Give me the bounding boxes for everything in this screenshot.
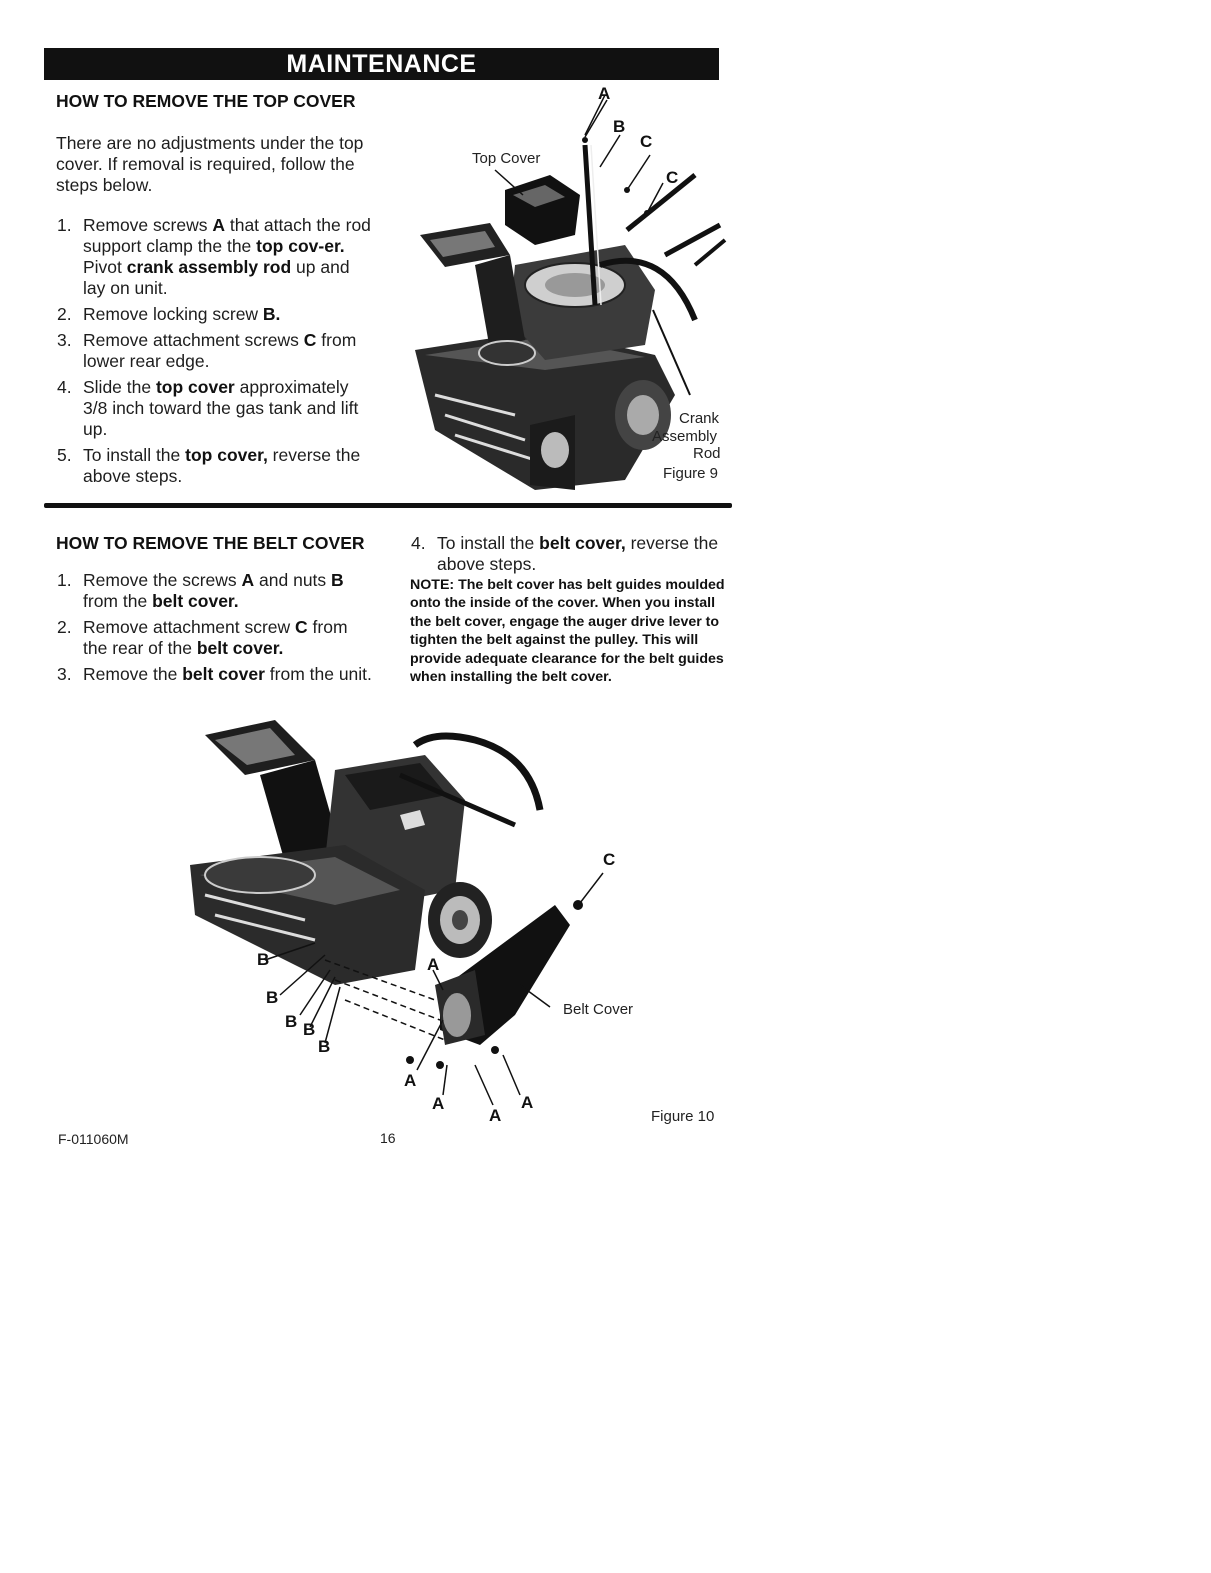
step-item: 4. Slide the top cover approximately 3/8 inch toward the gas tank and lift up.	[57, 377, 359, 439]
fig10-label-c: C	[603, 850, 616, 869]
fig10-label-a: A	[489, 1106, 502, 1125]
section-banner: MAINTENANCE	[44, 48, 719, 80]
step-item: 2. Remove locking screw B.	[57, 304, 281, 324]
fig10-label-a: A	[427, 955, 440, 974]
fig9-label-assembly: Assembly	[652, 428, 718, 445]
step-item: 4. To install the belt cover, reverse the above steps.	[411, 533, 719, 574]
top-cover-intro: There are no adjustments under the top cover. If removal is required, follow the steps below.	[56, 133, 364, 195]
figure-10-illustration	[185, 715, 605, 1075]
step-item: 5. To install the top cover, reverse the above steps.	[57, 445, 361, 486]
figure-9-caption: Figure 9	[663, 465, 719, 482]
fig9-label-c2: C	[666, 168, 679, 187]
fig10-label-a: A	[521, 1093, 534, 1112]
section-divider	[44, 503, 732, 508]
step-item: 1. Remove the screws A and nuts B from the belt cover.	[57, 570, 344, 611]
figure-10-caption: Figure 10	[651, 1108, 715, 1125]
fig9-label-a: A	[598, 84, 611, 103]
fig9-label-b: B	[613, 117, 626, 136]
step-item: 3. Remove the belt cover from the unit.	[57, 664, 372, 684]
fig9-label-crank: Crank	[679, 410, 720, 427]
belt-cover-steps	[56, 570, 376, 690]
fig10-label-b: B	[285, 1012, 298, 1031]
fig10-label-a: A	[432, 1094, 445, 1113]
document-code: F-011060M	[58, 1131, 129, 1147]
belt-cover-step-4	[410, 533, 732, 580]
step-item: 1. Remove screws A that attach the rod support clamp the the top cov-er. Pivot crank assembly rod up and lay on unit.	[57, 215, 371, 298]
fig10-label-a: A	[404, 1071, 417, 1090]
page-number: 16	[380, 1130, 396, 1146]
belt-cover-heading: HOW TO REMOVE THE BELT COVER	[56, 533, 365, 553]
belt-cover-note: NOTE: The belt cover has belt guides moulded onto the inside of the cover. When you install the belt cover, engage the auger drive lever to tighten the belt against the pulley. This will provide adequate clearance for the belt guides when installing the belt cover.	[410, 577, 725, 686]
fig10-label-b: B	[318, 1037, 331, 1056]
fig9-label-rod: Rod	[693, 445, 721, 462]
fig10-label-b: B	[257, 950, 270, 969]
step-item: 2. Remove attachment screw C from the rear of the belt cover.	[57, 617, 348, 658]
top-cover-heading: HOW TO REMOVE THE TOP COVER	[56, 91, 356, 111]
top-cover-steps	[56, 215, 376, 492]
fig10-label-b: B	[303, 1020, 316, 1039]
fig10-label-belt-cover: Belt Cover	[563, 1001, 634, 1018]
fig10-label-b: B	[266, 988, 279, 1007]
fig9-label-c1: C	[640, 132, 653, 151]
step-item: 3. Remove attachment screws C from lower rear edge.	[57, 330, 357, 371]
fig9-label-top-cover: Top Cover	[472, 150, 541, 167]
